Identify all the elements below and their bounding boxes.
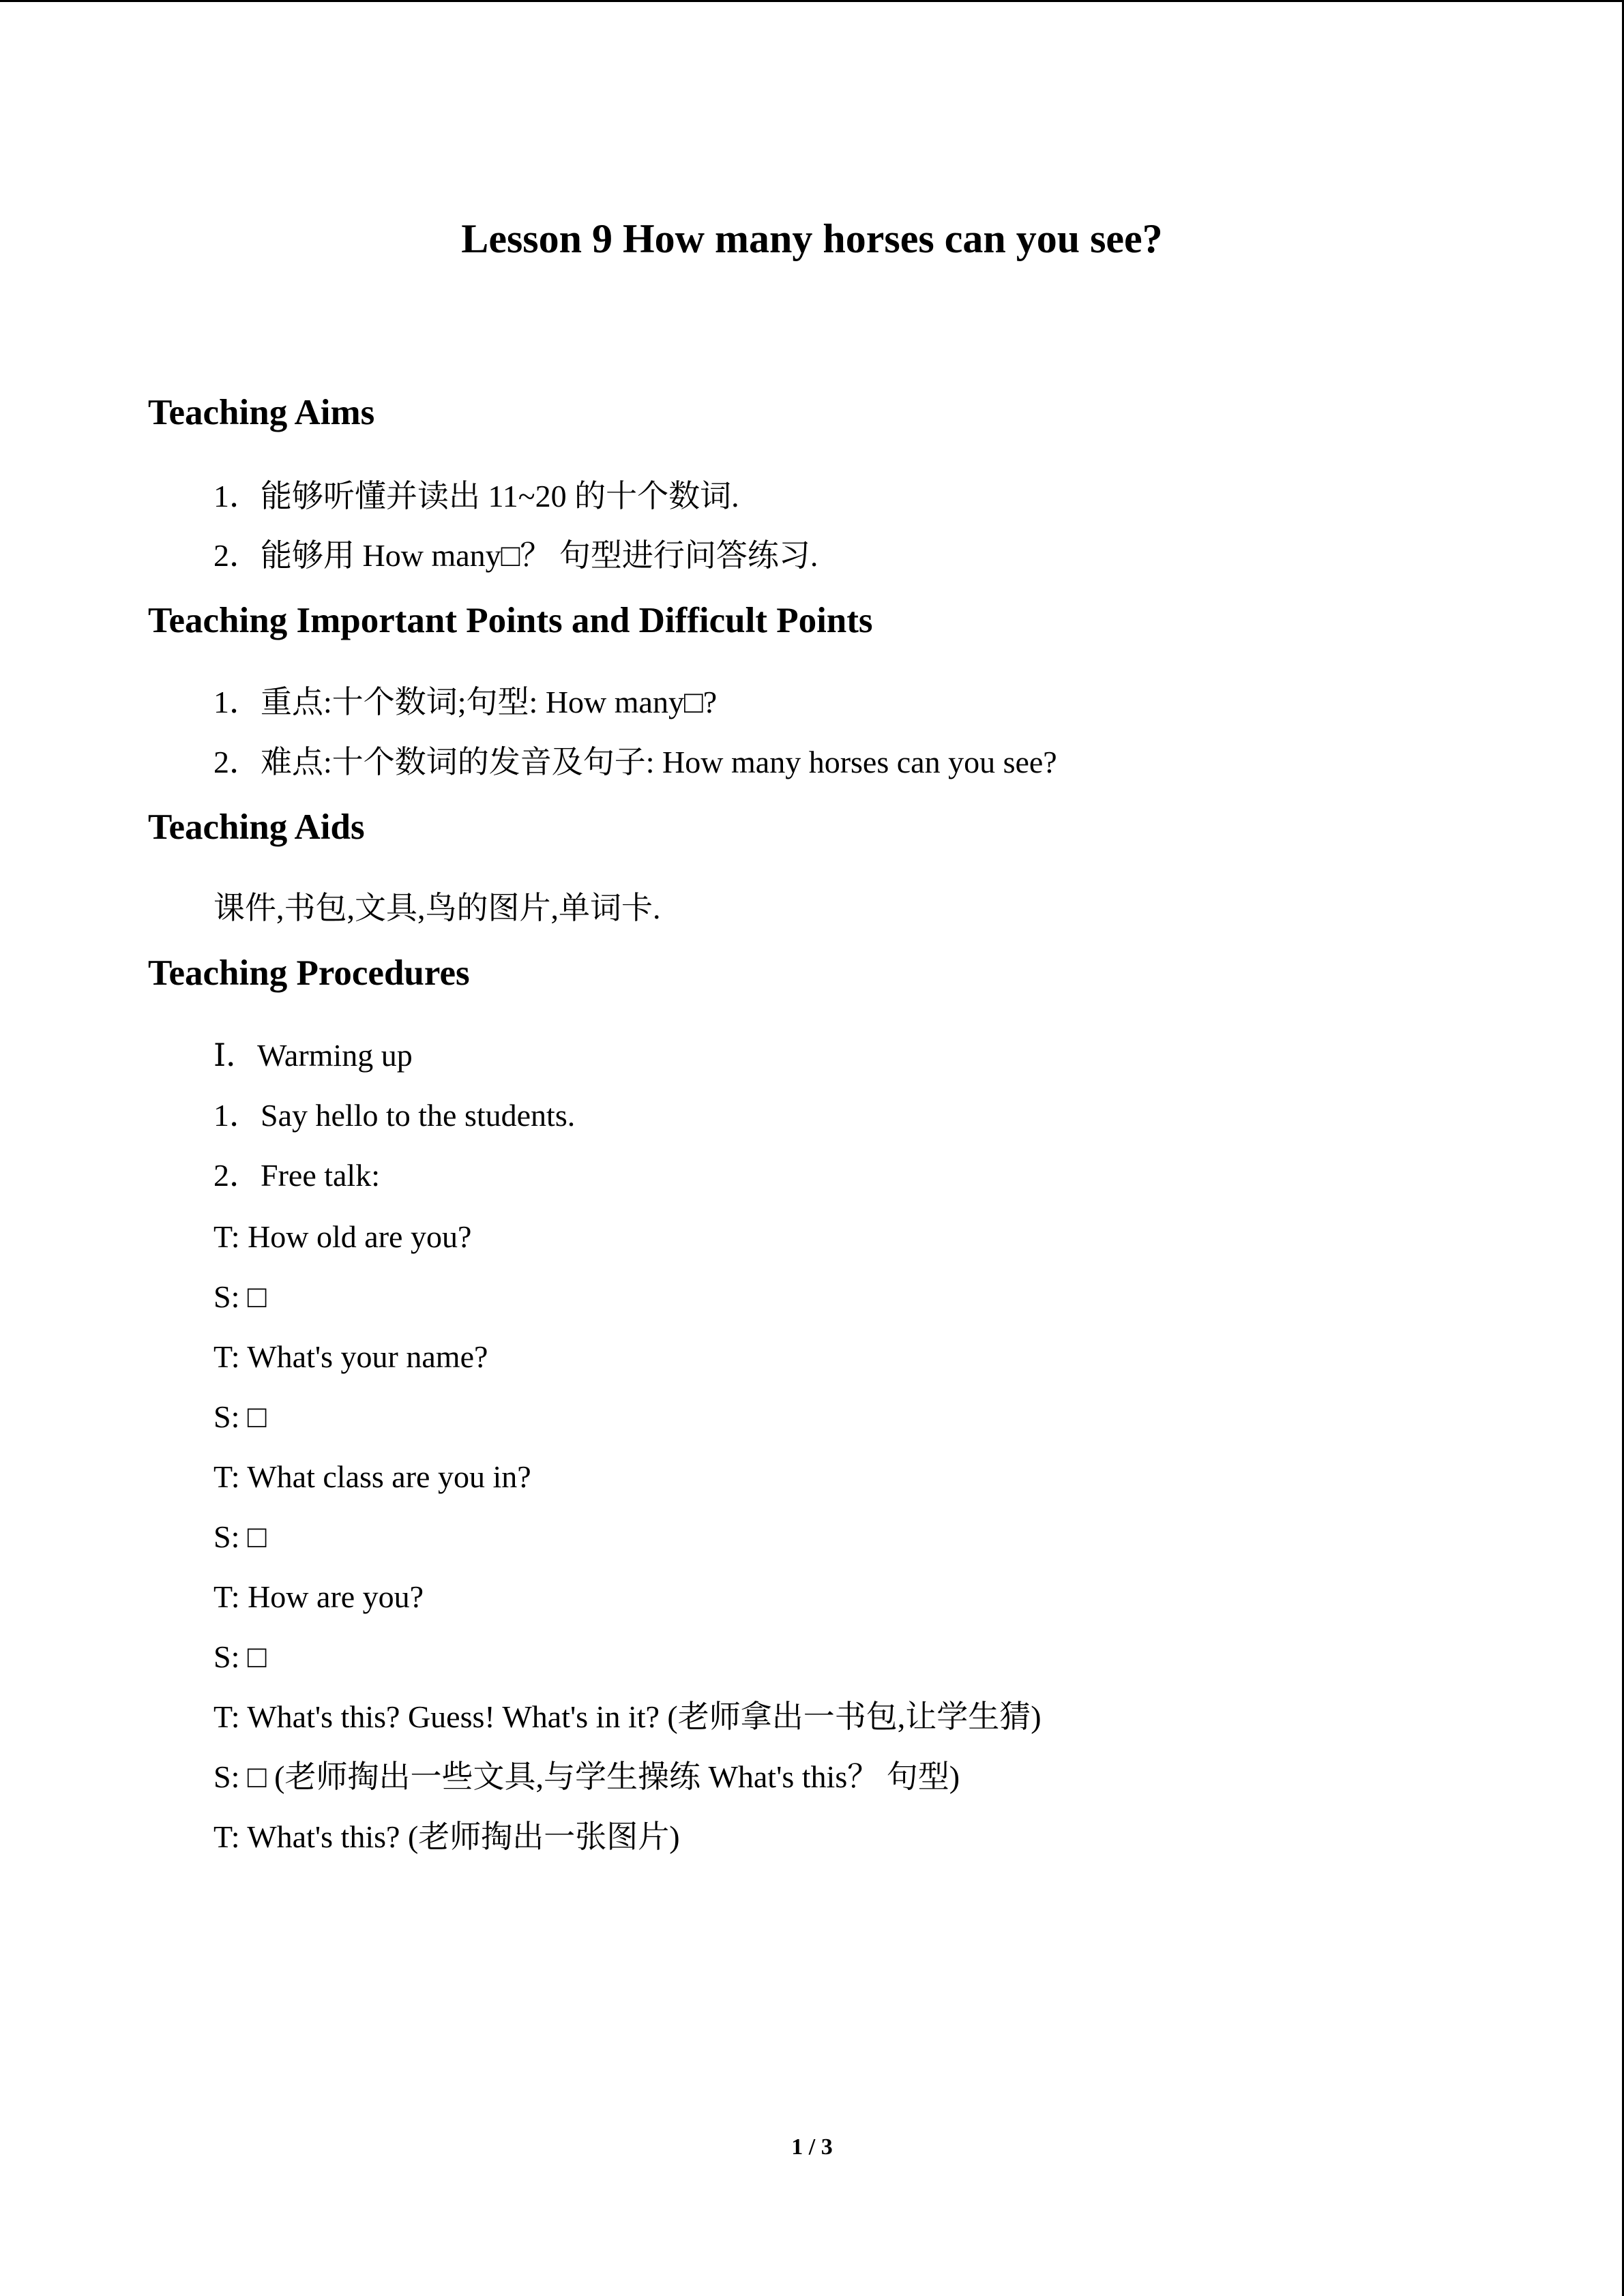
heading-teaching-aids: Teaching Aids — [148, 807, 365, 847]
procedure-free-talk: 2．Free talk: — [213, 1158, 380, 1193]
dialogue-line-1: T: How old are you? — [213, 1219, 472, 1254]
heading-teaching-aims: Teaching Aims — [148, 393, 375, 432]
aids-item-1: 课件,书包,文具,鸟的图片,单词卡. — [213, 891, 661, 925]
procedure-warming-up: Ⅰ．Warming up — [213, 1038, 413, 1073]
procedure-say-hello: 1．Say hello to the students. — [213, 1098, 576, 1133]
aims-item-2: 2．能够用 How many□？ 句型进行问答练习. — [213, 538, 818, 573]
dialogue-line-3: T: What's your name? — [213, 1339, 488, 1374]
dialogue-line-2: S: □ — [213, 1279, 267, 1314]
dialogue-line-5: T: What class are you in? — [213, 1459, 531, 1494]
dialogue-line-6: S: □ — [213, 1519, 267, 1554]
heading-important-points: Teaching Important Points and Difficult Points — [148, 601, 873, 640]
aims-item-1: 1．能够听懂并读出 11~20 的十个数词. — [213, 479, 739, 513]
points-item-1: 1．重点:十个数词;句型: How many□? — [213, 685, 718, 719]
dialogue-line-8: S: □ — [213, 1639, 267, 1674]
dialogue-line-9: T: What's this? Guess! What's in it? (老师拿出一书包,让学生猜) — [213, 1699, 1042, 1734]
dialogue-line-7: T: How are you? — [213, 1579, 424, 1614]
page-number: 1 / 3 — [791, 2134, 833, 2160]
page-border-top — [0, 0, 1624, 2]
dialogue-line-10: S: □ (老师掏出一些文具,与学生操练 What's this？ 句型) — [213, 1759, 960, 1794]
points-item-2: 2．难点:十个数词的发音及句子: How many horses can you see? — [213, 745, 1057, 779]
dialogue-line-4: S: □ — [213, 1399, 267, 1434]
document-title: Lesson 9 How many horses can you see? — [461, 216, 1163, 261]
heading-teaching-procedures: Teaching Procedures — [148, 953, 470, 993]
dialogue-line-11: T: What's this? (老师掏出一张图片) — [213, 1819, 680, 1854]
